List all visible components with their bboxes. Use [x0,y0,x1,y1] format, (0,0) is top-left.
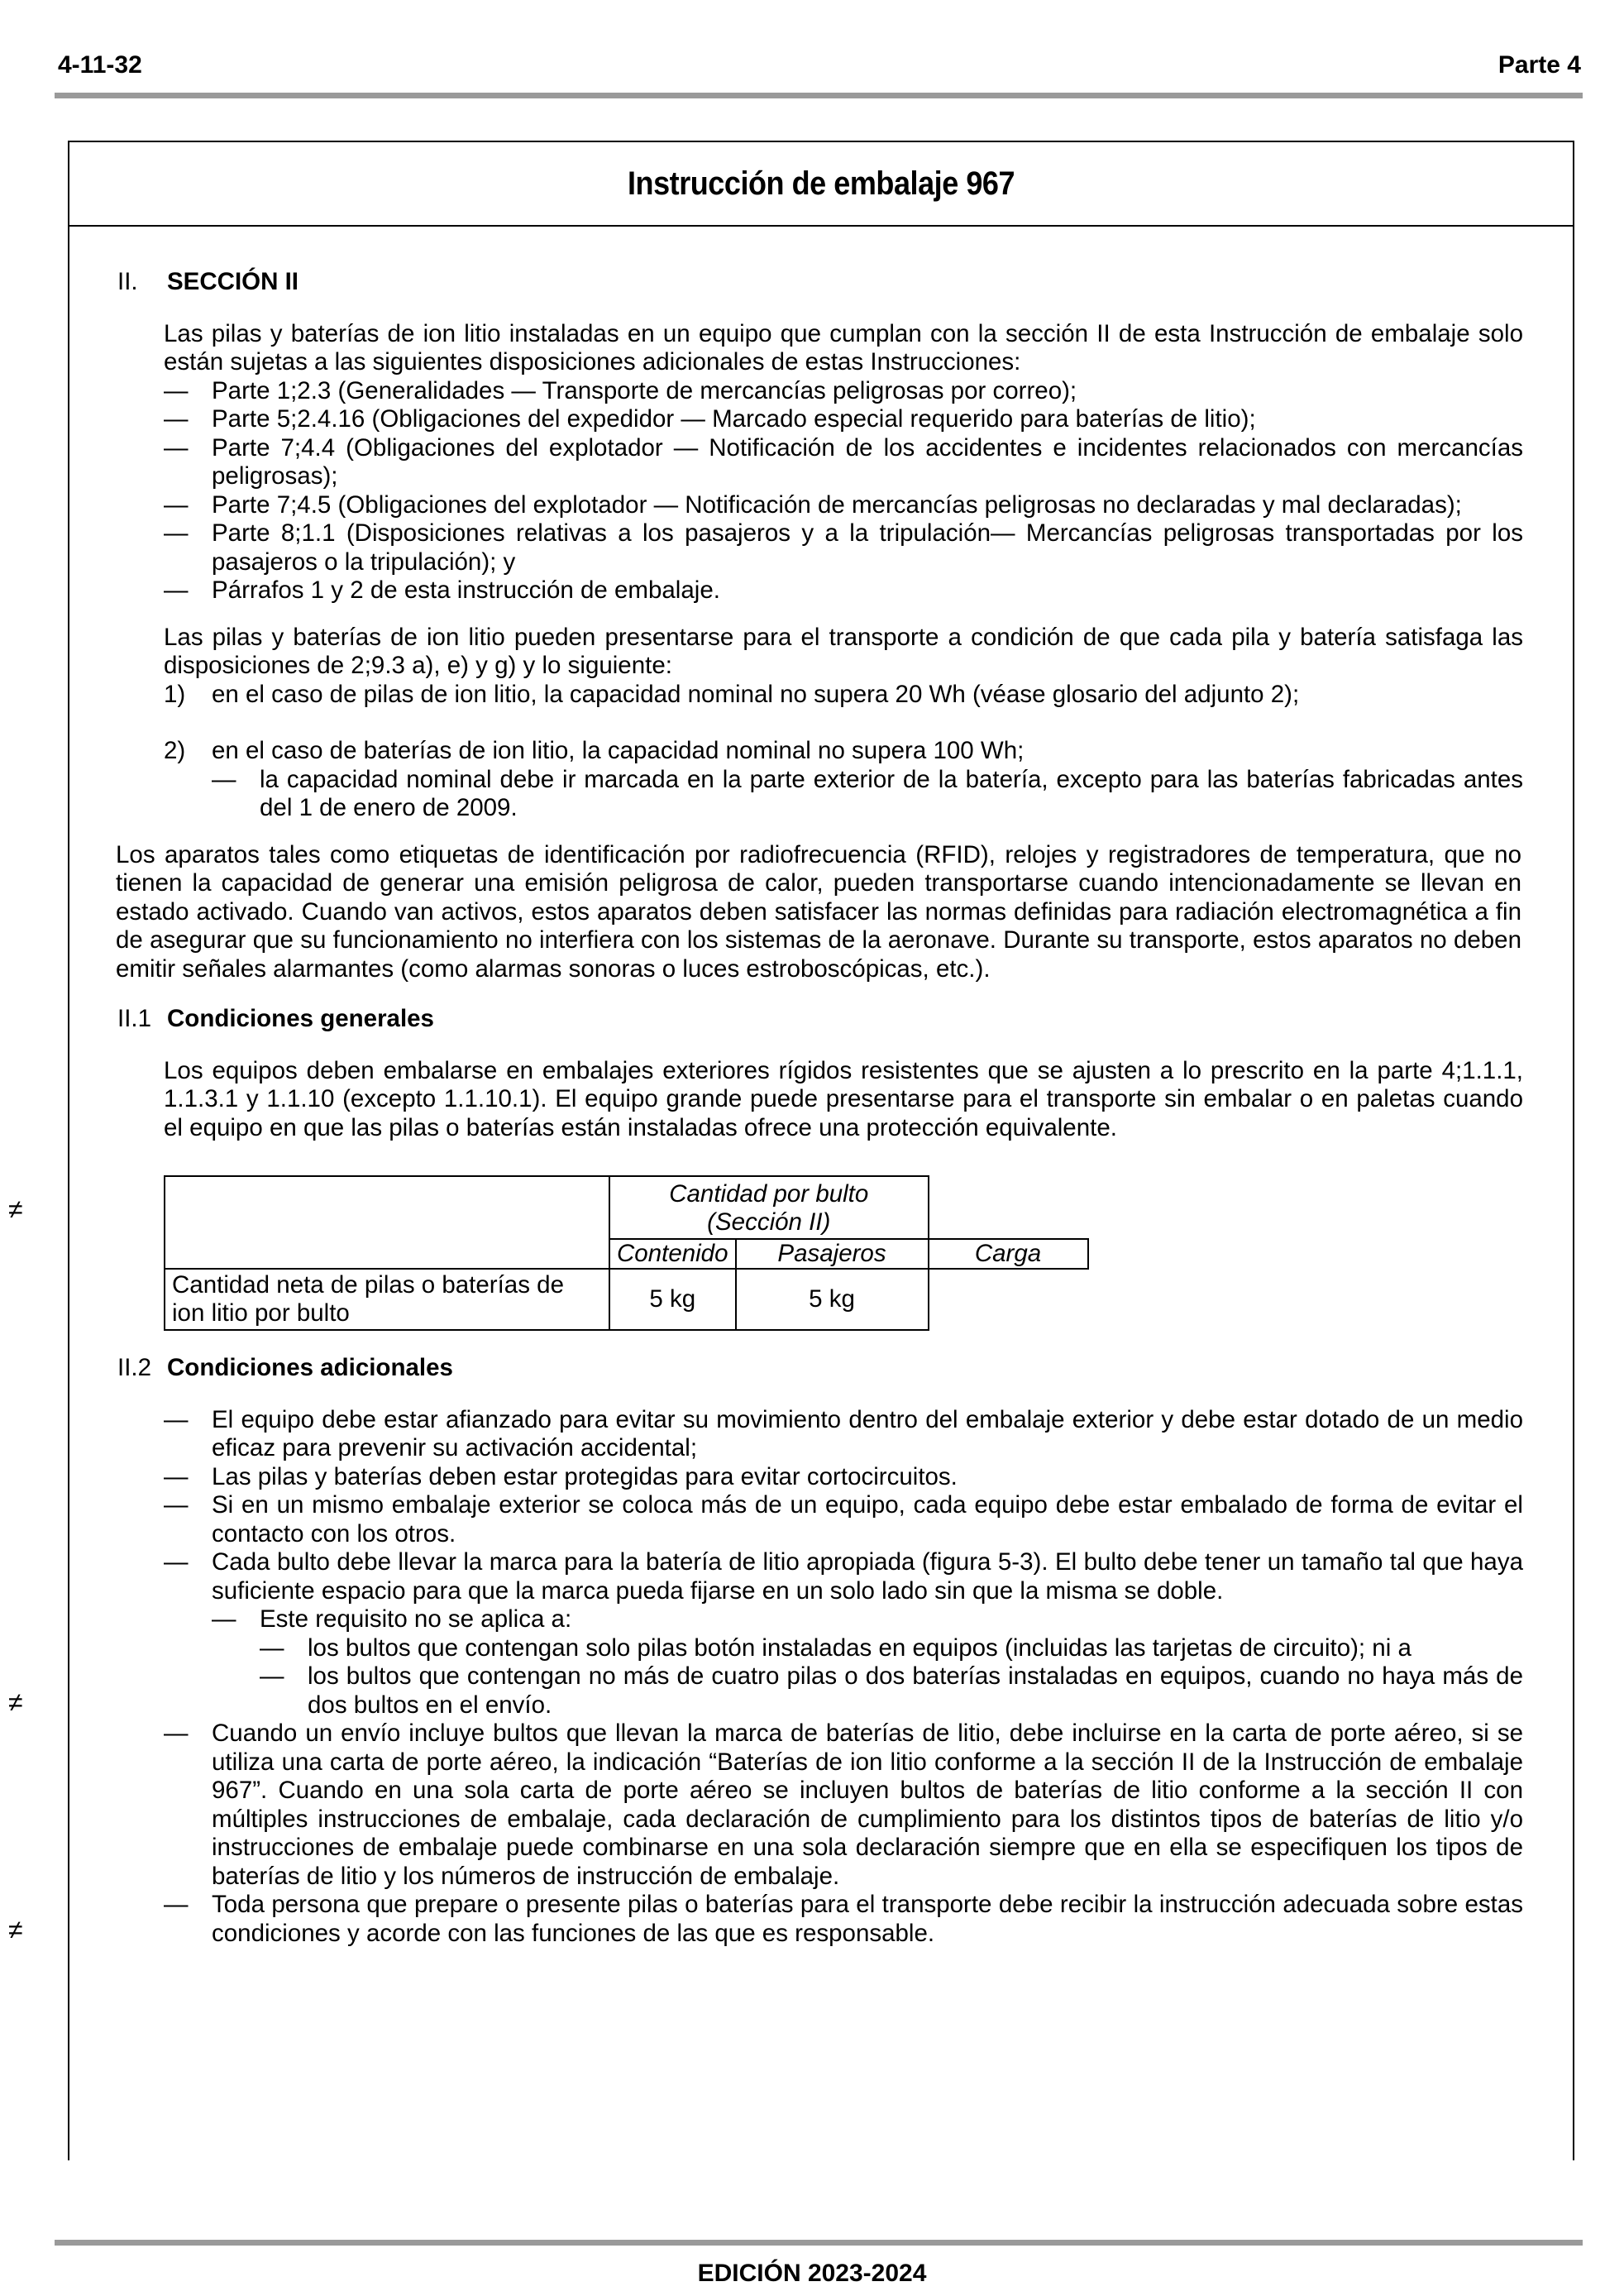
box-title-bar [69,142,1573,227]
edition-footer: EDICIÓN 2023-2024 [697,2260,927,2287]
list-item: — Parte 8;1.1 (Disposiciones relativas a los pasajeros y a la tripulación— Mercancías peligrosas transportadas por los pasajeros o la tripulación); y [164,519,1523,576]
section-title: Condiciones adicionales [167,1354,453,1381]
list-item: — Parte 7;4.4 (Obligaciones del explotador — Notificación de los accidentes e incidentes relacionados con mercancías peligrosas); [164,434,1523,491]
list-item: — Parte 7;4.5 (Obligaciones del explotador — Notificación de mercancías peligrosas no declaradas y mal declaradas); [164,491,1523,520]
list-item: — la capacidad nominal debe ir marcada en la parte exterior de la batería, excepto para las baterías fabricadas antes del 1 de enero de 2009. [212,766,1523,823]
section-number: II. [117,268,138,295]
list-item: — El equipo debe estar afianzado para evitar su movimiento dentro del embalaje exterior y debe estar dotado de un medio eficaz para prevenir su activación accidental; [164,1406,1523,1463]
conditions-list [164,681,1523,823]
section-number: II.2 [117,1354,151,1381]
item-number: 2) [164,737,186,764]
change-mark: ≠ [8,1687,23,1717]
section-title: SECCIÓN II [167,268,299,295]
column-header-contents: Contenido [609,1239,736,1269]
item-text: en el caso de pilas de ion litio, la capacidad nominal no supera 20 Wh (véase glosario del adjunto 2); [212,680,1300,708]
transport-paragraph: Las pilas y baterías de ion litio pueden presentarse para el transporte a condición de que cada pila y batería satisfaga las disposiciones de 2;9.3 a), e) y g) y lo siguiente: [164,623,1523,679]
general-conditions-heading [117,1005,1523,1034]
quantity-table [164,1175,1089,1331]
list-item: — Cuando un envío incluye bultos que llevan la marca de baterías de litio, debe incluirse en la carta de porte aéreo, si se utiliza una carta de porte aéreo, la indicación “Baterías de ion litio conforme a la sección II de la Instrucción de embalaje 967”. Cuando en una sola carta de porte aéreo se incluyen bultos de baterías de litio conforme a la sección II con múltiples instrucciones de embalaje, cada declaración de cumplimiento para los distintos tipos de baterías de litio y/o instrucciones de embalaje puede combinarse en una sola declaración siempre que en ella se especifiquen los tipos de baterías de litio y los números de instrucción de embalaje. [164,1720,1523,1891]
list-item: — Las pilas y baterías deben estar protegidas para evitar cortocircuitos. [164,1463,1523,1492]
group-header-line-2: (Sección II) [707,1208,831,1236]
item-text: Cada bulto debe llevar la marca para la batería de litio apropiada (figura 5-3). El bulto debe tener un tamaño tal que haya suficiente espacio para que la marca pueda fijarse en un solo lado sin que la misma se doble. [212,1548,1523,1605]
header-rule [55,93,1583,98]
group-header-line-1: Cantidad por bulto [669,1180,869,1208]
additional-conditions-heading [117,1354,1523,1383]
general-conditions-text: Los equipos deben embalarse en embalajes exteriores rígidos resistentes que se ajusten a lo prescrito en la parte 4;1.1.1, 1.1.3.1 y 1.1.10 (excepto 1.1.10.1). El equipo grande puede presentarse para el transporte sin embalar o en paletas cuando el equipo en que las pilas o baterías están instaladas ofrece una protección equivalente. [164,1056,1523,1141]
list-item: — los bultos que contengan no más de cuatro pilas o dos baterías instaladas en equipos, cuando no haya más de dos bultos en el envío. [260,1662,1523,1720]
sub-list [212,766,1523,823]
list-item: — los bultos que contengan solo pilas botón instaladas en equipos (incluidas las tarjetas de circuito); ni a [260,1634,1523,1663]
section-number: II.1 [117,1005,151,1032]
column-header-cargo: Carga [929,1239,1088,1269]
list-item [164,737,1523,823]
change-mark: ≠ [8,1194,23,1224]
table-header-empty [165,1176,609,1269]
section-heading [117,268,1523,297]
list-item: — Parte 1;2.3 (Generalidades — Transporte de mercancías peligrosas por correo); [164,377,1523,406]
page-reference: 4-11-32 [58,51,142,79]
item-number: 1) [164,680,186,708]
provisions-list [164,377,1523,605]
list-item [212,1605,1523,1720]
instruction-content [117,248,1523,1948]
sub-list [212,1605,1523,1720]
item-text: en el caso de baterías de ion litio, la capacidad nominal no supera 100 Wh; [212,737,1025,764]
additional-conditions-list [164,1406,1523,1949]
list-item: — Párrafos 1 y 2 de esta instrucción de embalaje. [164,576,1523,605]
item-text: Este requisito no se aplica a: [260,1605,572,1633]
list-item: — Toda persona que prepare o presente pilas o baterías para el transporte debe recibir la instrucción adecuada sobre estas condiciones y acorde con las funciones de las que es responsable. [164,1891,1523,1948]
rfid-paragraph: Los aparatos tales como etiquetas de identificación por radiofrecuencia (RFID), relojes y registradores de temperatura, que no tienen la capacidad de generar una emisión peligrosa de calor, pueden transportarse cuando intencionadamente se llevan en estado activado. Cuando van activos, estos aparatos deben satisfacer las normas definidas para radiación electromagnética a fin de asegurar que su funcionamiento no interfiera con los sistemas de la aeronave. Durante su transporte, estos aparatos no deben emitir señales alarmantes (como alarmas sonoras o luces estroboscópicas, etc.). [116,840,1521,983]
section-intro: Las pilas y baterías de ion litio instaladas en un equipo que cumplan con la sección II de esta Instrucción de embalaje solo están sujetas a las siguientes disposiciones adicionales de estas Instrucciones: [164,319,1523,375]
instruction-title: Instrucción de embalaje 967 [627,165,1015,202]
passenger-value: 5 kg [609,1269,736,1330]
list-item [164,1548,1523,1720]
sub-sub-list [260,1634,1523,1720]
table-group-header [609,1176,929,1239]
part-label: Parte 4 [1497,51,1581,79]
list-item: — Parte 5;2.4.16 (Obligaciones del expedidor — Marcado especial requerido para baterías de litio); [164,405,1523,434]
change-mark: ≠ [8,1915,23,1944]
cargo-value: 5 kg [736,1269,929,1330]
footer-rule [55,2240,1583,2246]
list-item [164,681,1523,710]
list-item: — Si en un mismo embalaje exterior se coloca más de un equipo, cada equipo debe estar embalado de forma de evitar el contacto con los otros. [164,1491,1523,1548]
table-row-label: Cantidad neta de pilas o baterías de ion litio por bulto [165,1269,609,1330]
column-header-passenger: Pasajeros [736,1239,929,1269]
section-title: Condiciones generales [167,1005,434,1032]
